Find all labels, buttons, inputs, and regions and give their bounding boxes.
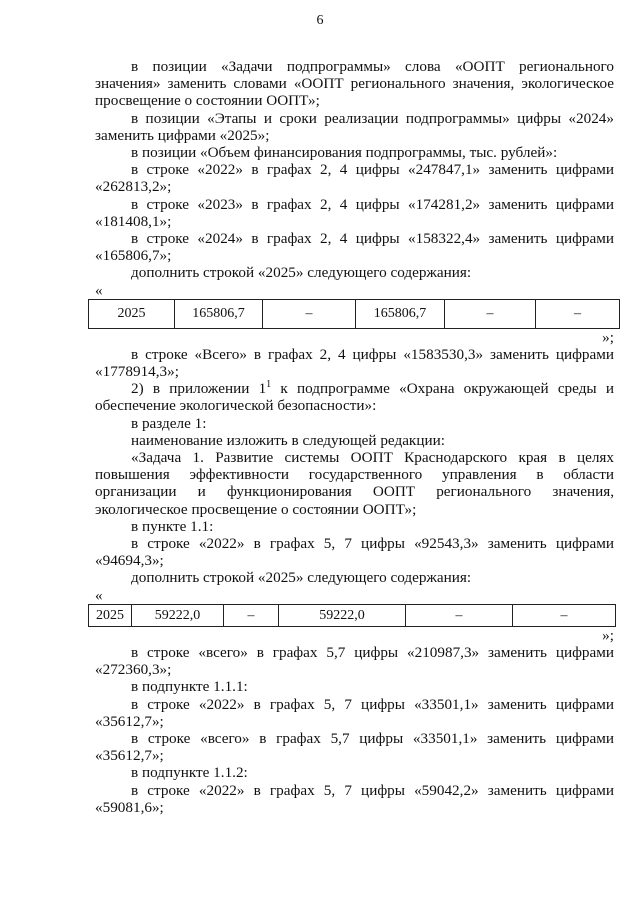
page-number: 6 [316,13,324,28]
paragraph: в разделе 1: [131,414,207,432]
table-cell: 2025 [89,299,175,328]
opening-quote: « [95,586,103,604]
paragraph: в строке «всего» в графах 5,7 цифры «210987,3» заменить цифрами «272360,3»; [95,643,614,679]
paragraph: в позиции «Задачи подпрограммы» слова «ООПТ регионального значения» заменить словами «ООПТ регионального значения, экологическое просвещение о состоянии ООПТ»; [95,58,614,110]
paragraph: в строке «всего» в графах 5,7 цифры «33501,1» заменить цифрами «35612,7»; [95,729,614,765]
paragraph: в пункте 1.1: [131,517,214,535]
opening-quote: « [95,281,103,299]
closing-quote: »; [602,626,614,644]
table-row [89,299,620,328]
table-cell: 165806,7 [175,299,263,328]
paragraph: наименование изложить в следующей редакции: [131,431,445,449]
table-cell: – [406,604,513,626]
table-cell: 59222,0 [132,604,224,626]
finance-table-2025-point [88,604,616,627]
table-row [89,604,616,626]
finance-table-2025 [88,299,620,329]
paragraph: в строке «2024» в графах 2, 4 цифры «158322,4» заменить цифрами «165806,7»; [95,230,614,265]
superscript: 1 [266,379,272,391]
table-cell: – [536,299,620,328]
paragraph: в строке «2023» в графах 2, 4 цифры «174281,2» заменить цифрами «181408,1»; [95,195,614,230]
paragraph: в строке «Всего» в графах 2, 4 цифры «1583530,3» заменить цифрами «1778914,3»; [95,345,614,381]
table-cell: – [445,299,536,328]
paragraph: в позиции «Объем финансирования подпрограммы, тыс. рублей»: [131,144,558,162]
paragraph-text: 2) в приложении 1 [131,380,267,398]
table-cell: 165806,7 [356,299,445,328]
paragraph: «Задача 1. Развитие системы ООПТ Краснодарского края в целях повышения эффективности государственного управления в области организации и функционирования ООПТ регионального значения, экологическое просвещение о состоянии ООПТ»; [95,449,614,518]
paragraph: в строке «2022» в графах 5, 7 цифры «92543,3» заменить цифрами «94694,3»; [95,535,614,570]
paragraph: дополнить строкой «2025» следующего содержания: [131,569,472,587]
paragraph: в строке «2022» в графах 5, 7 цифры «59042,2» заменить цифрами «59081,6»; [95,781,614,816]
table-cell: 2025 [89,604,132,626]
document-body [95,58,614,816]
paragraph: дополнить строкой «2025» следующего содержания: [131,264,472,282]
paragraph: в строке «2022» в графах 2, 4 цифры «247847,1» заменить цифрами «262813,2»; [95,161,614,196]
table-cell: – [513,604,616,626]
table-cell: – [224,604,279,626]
paragraph: в подпункте 1.1.1: [131,678,248,696]
table-cell: – [263,299,356,328]
closing-quote: »; [602,328,614,346]
paragraph [95,380,614,414]
paragraph: в подпункте 1.1.2: [131,764,248,782]
paragraph: в позиции «Этапы и сроки реализации подпрограммы» цифры «2024» заменить цифрами «2025»; [95,109,614,144]
paragraph: в строке «2022» в графах 5, 7 цифры «33501,1» заменить цифрами «35612,7»; [95,695,614,730]
paragraph-text: к подпрограмме «Охрана окружающей среды и обеспечение экологической безопасности»: [95,380,614,415]
table-cell: 59222,0 [279,604,406,626]
